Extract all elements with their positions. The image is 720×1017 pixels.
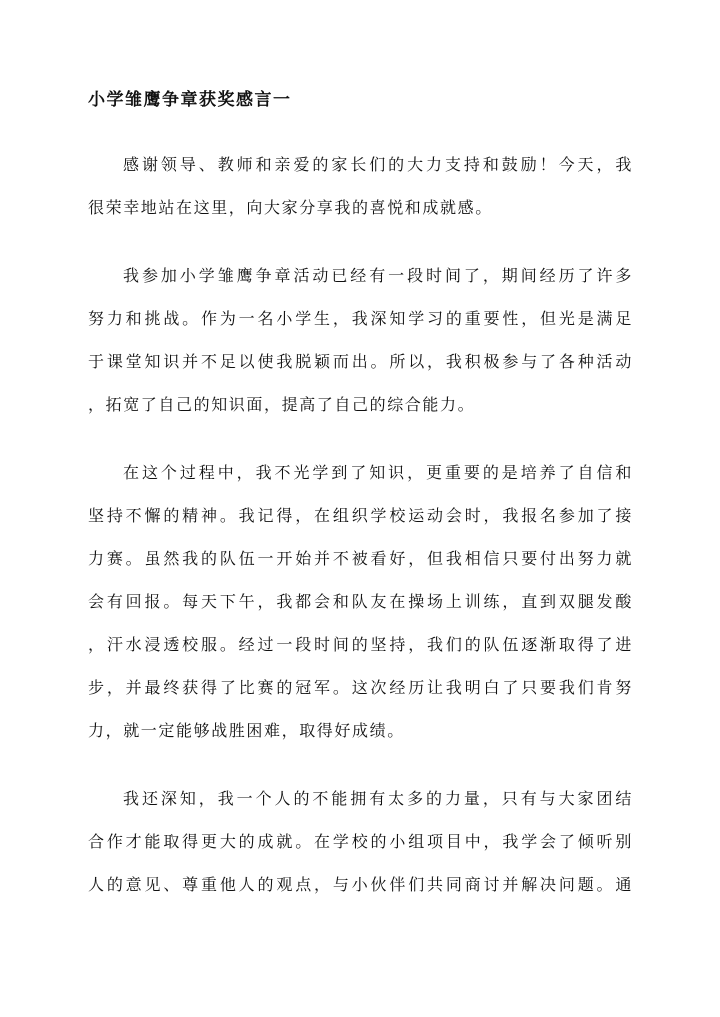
paragraph-1 bbox=[88, 143, 633, 229]
text-line: 会有回报。每天下午，我都会和队友在操场上训练，直到双腿发酸 bbox=[88, 592, 633, 611]
text-line: 在这个过程中，我不光学到了知识，更重要的是培养了自信和 bbox=[123, 463, 633, 482]
text-line: 我还深知，我一个人的不能拥有太多的力量，只有与大家团结 bbox=[123, 789, 633, 808]
paragraph-2 bbox=[88, 254, 633, 426]
text-line: 坚持不懈的精神。我记得，在组织学校运动会时，我报名参加了接 bbox=[88, 506, 633, 525]
page-title: 小学雏鹰争章获奖感言一 bbox=[88, 90, 292, 110]
text-line: ，汗水浸透校服。经过一段时间的坚持，我们的队伍逐渐取得了进 bbox=[88, 635, 633, 654]
text-line: 很荣幸地站在这里，向大家分享我的喜悦和成就感。 bbox=[88, 198, 493, 217]
text-line: 我参加小学雏鹰争章活动已经有一段时间了，期间经历了许多 bbox=[123, 266, 633, 285]
text-line: ，拓宽了自己的知识面，提高了自己的综合能力。 bbox=[88, 395, 476, 414]
text-line: 合作才能取得更大的成就。在学校的小组项目中，我学会了倾听别 bbox=[88, 832, 633, 851]
text-line: 力赛。虽然我的队伍一开始并不被看好，但我相信只要付出努力就 bbox=[88, 549, 633, 568]
text-line: 人的意见、尊重他人的观点，与小伙伴们共同商讨并解决问题。通 bbox=[88, 875, 633, 894]
text-line: 步，并最终获得了比赛的冠军。这次经历让我明白了只要我们肯努 bbox=[88, 678, 633, 697]
document-body bbox=[88, 143, 633, 931]
paragraph-4 bbox=[88, 777, 633, 906]
text-line: 感谢领导、教师和亲爱的家长们的大力支持和鼓励！今天，我 bbox=[123, 155, 633, 174]
text-line: 于课堂知识并不足以使我脱颖而出。所以，我积极参与了各种活动 bbox=[88, 352, 633, 371]
text-line: 努力和挑战。作为一名小学生，我深知学习的重要性，但光是满足 bbox=[88, 309, 633, 328]
text-line: 力，就一定能够战胜困难，取得好成绩。 bbox=[88, 721, 405, 740]
paragraph-3 bbox=[88, 451, 633, 752]
